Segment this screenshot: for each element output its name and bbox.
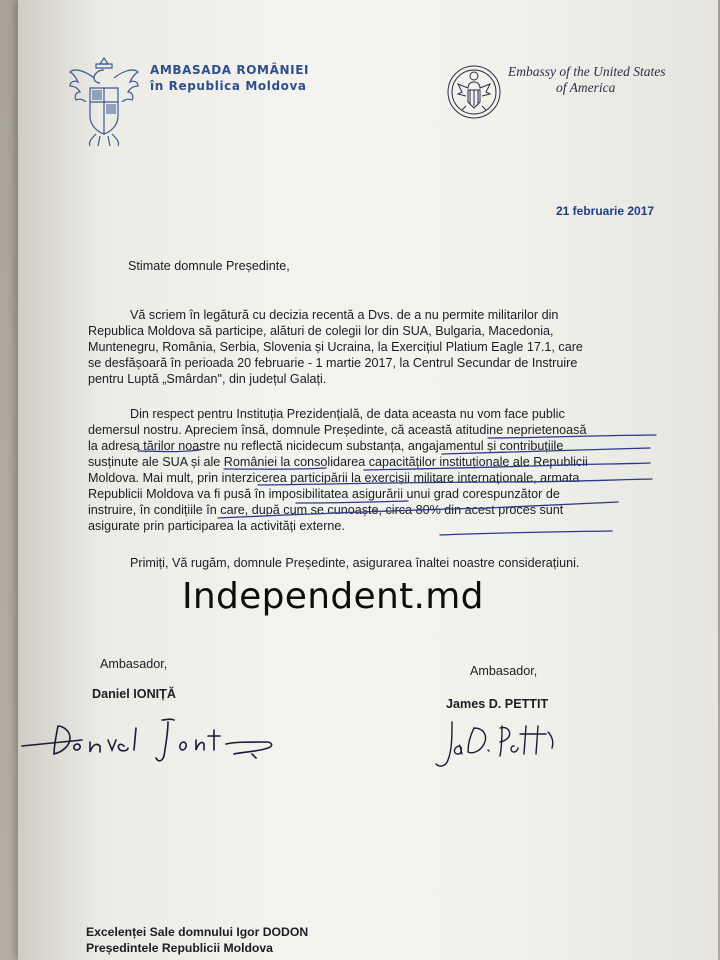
left-signatory-name: Daniel IONIȚĂ (92, 687, 176, 701)
closing-line: Primiți, Vă rugăm, domnule Președinte, asigurarea înaltei noastre considerațiuni. (130, 556, 580, 570)
right-signature (430, 716, 560, 772)
right-signatory-name: James D. PETTIT (446, 697, 549, 711)
us-great-seal-icon (446, 64, 502, 120)
paragraph-2-line: la adresa țărilor noastre nu reflectă nicidecum substanța, angajamentul și contribuțiile (88, 439, 564, 453)
letterhead-romania-line1: AMBASADA ROMÂNIEI (150, 63, 310, 77)
recipient-line1: Excelenței Sale domnului Igor DODON (86, 925, 309, 939)
paragraph-2-line: instruire, în condițiile în care, după cum se cunoaște, circa 80% din acest proces sunt (88, 503, 564, 517)
paragraph-1-line: se desfășoară în perioada 20 februarie - 1 martie 2017, la Centrul Secundar de Instruire (88, 356, 578, 370)
letterhead-usa (508, 64, 665, 96)
paragraph-2-line: Republicii Moldova va fi pusă în imposibilitatea asigurării unui grad corespunzător de (88, 487, 560, 501)
paragraph-1-line: Republica Moldova să participe, alături de colegii lor din SUA, Bulgaria, Macedonia, (88, 324, 554, 338)
recipient-address (86, 924, 308, 956)
paragraph-2-line: demersul nostru. Apreciem însă, domnule Președinte, că această atitudine neprietenoasă (88, 423, 587, 437)
paragraph-2-line: asigurate prin participarea la activități externe. (88, 519, 345, 533)
recipient-line2: Președintele Republicii Moldova (86, 941, 273, 955)
paragraph-2-line: Moldova. Mai mult, prin interzicerea participării la exercișii militare internaționale, armata (88, 471, 580, 485)
paragraph-1-line: Vă scriem în legătură cu decizia recentă a Dvs. de a nu permite militarilor din (130, 308, 559, 322)
left-signatory-title: Ambasador, (100, 657, 168, 671)
letter-date: 21 februarie 2017 (556, 204, 655, 218)
right-signatory-title: Ambasador, (470, 664, 538, 678)
letterhead-usa-line1: Embassy of the United States (508, 64, 666, 79)
paragraph-2-line: susținute ale SUA și ale României la consolidarea capacităților instituționale ale Republicii (88, 455, 588, 469)
paragraph-2-line: Din respect pentru Instituția Prezidențială, de data aceasta nu vom face public (130, 407, 565, 421)
romanian-coat-of-arms-icon (66, 52, 142, 150)
watermark: Independent.md (182, 576, 484, 617)
letterhead-romania (150, 62, 309, 94)
left-signature (20, 706, 290, 776)
paragraph-2 (88, 406, 648, 534)
letterhead-usa-line2: of America (556, 80, 616, 95)
letterhead-romania-line2: în Republica Moldova (150, 79, 307, 93)
paragraph-1-line: pentru Luptă „Smârdan", din județul Galați. (88, 372, 327, 386)
salutation: Stimate domnule Președinte, (128, 259, 290, 273)
paragraph-1-line: Muntenegru, România, Serbia, Slovenia și Ucraina, la Exercițiul Platium Eagle 17.1, care (88, 340, 583, 354)
paragraph-1 (88, 307, 648, 387)
